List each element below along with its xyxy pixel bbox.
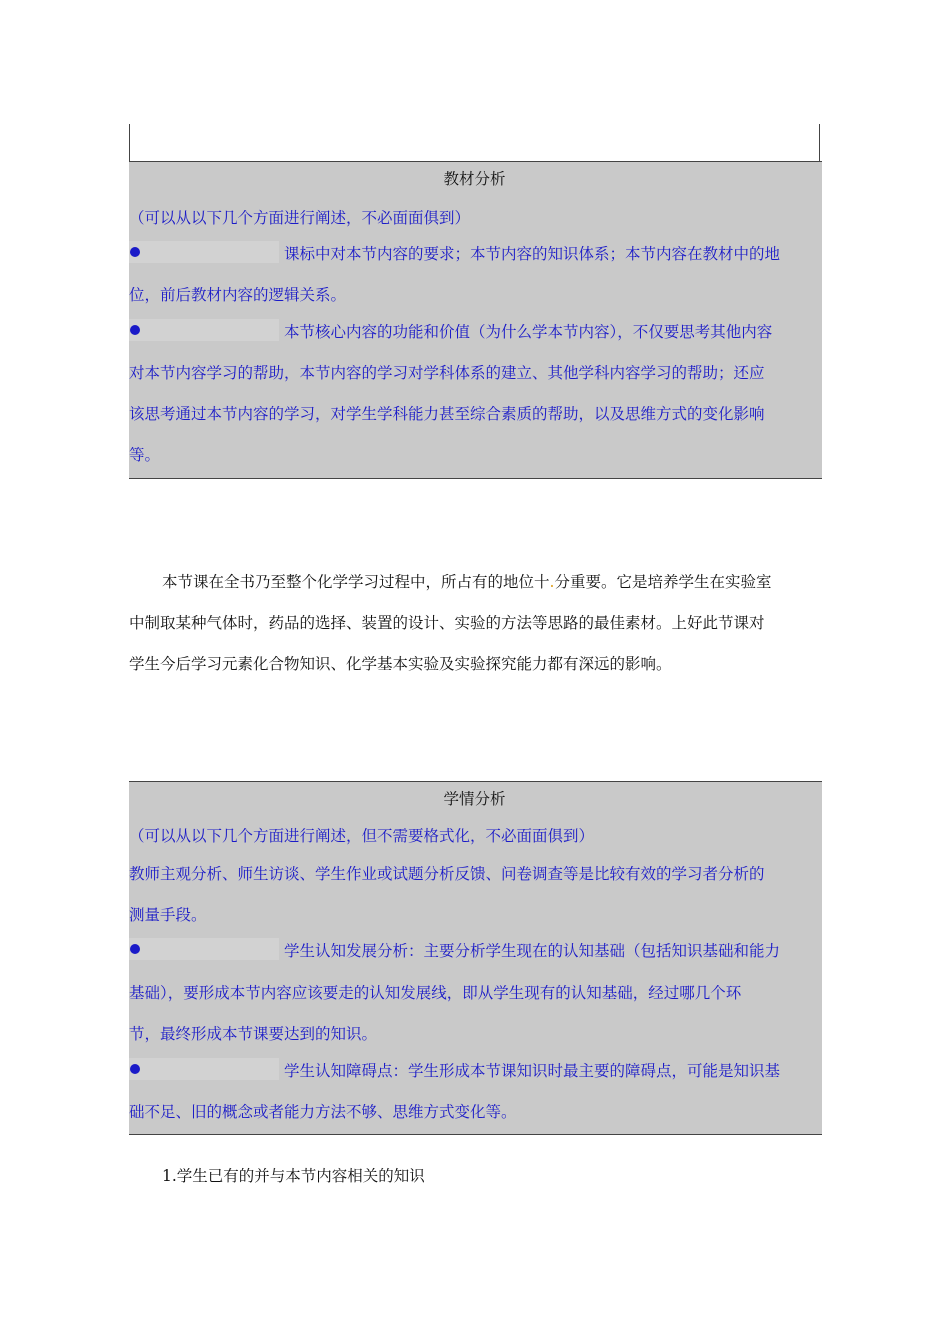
content-text: 本节课在全书乃至整个化学学习过程中，所占有的地位十 (162, 573, 550, 591)
bullet-shade (129, 319, 279, 341)
guidance-text: 础不足、旧的概念或者能力方法不够、思维方式变化等。 (129, 1103, 517, 1121)
guidance-text: 对本节内容学习的帮助，本节内容的学习对学科体系的建立、其他学科内容学习的帮助；还应 (129, 364, 765, 382)
bullet-shade (129, 241, 279, 263)
bullet-icon (130, 325, 140, 335)
content-text: 分重要。它是培养学生在实验室 (554, 573, 772, 591)
textbook-analysis-content (129, 479, 822, 781)
section-title: 教材分析 (443, 170, 506, 188)
content-text: 中制取某种气体时，药品的选择、装置的设计、实验的方法等思路的最佳素材。上好此节课对 (129, 614, 765, 632)
learner-analysis-header (129, 781, 822, 1135)
guidance-text: 位，前后教材内容的逻辑关系。 (129, 286, 347, 304)
guidance-text: 该思考通过本节内容的学习，对学生学科能力甚至综合素质的帮助，以及思维方式的变化影响 (129, 405, 765, 423)
guidance-text: 等。 (129, 446, 161, 464)
guidance-note: （可以从以下几个方面进行阐述，不必面面俱到） (129, 209, 471, 227)
bullet-icon (130, 1064, 140, 1074)
guidance-text: 课标中对本节内容的要求；本节内容的知识体系；本节内容在教材中的地 (284, 245, 781, 263)
content-text: 学生今后学习元素化合物知识、化学基本实验及实验探究能力都有深远的影响。 (129, 655, 672, 673)
bullet-icon (130, 247, 140, 257)
bullet-icon (130, 944, 140, 954)
guidance-text: 教师主观分析、师生访谈、学生作业或试题分析反馈、问卷调查等是比较有效的学习者分析的 (129, 865, 765, 883)
guidance-text: 本节核心内容的功能和价值（为什么学本节内容），不仅要思考其他内容 (284, 323, 773, 341)
guidance-text: 基础），要形成本节内容应该要走的认知发展线，即从学生现有的认知基础，经过哪几个环 (129, 984, 742, 1002)
guidance-text: 节，最终形成本节课要达到的知识。 (129, 1025, 378, 1043)
section-title: 学情分析 (443, 790, 506, 808)
learner-analysis-content (129, 1135, 822, 1210)
bullet-shade (129, 1058, 279, 1080)
bullet-shade (129, 938, 279, 960)
content-item: 1.学生已有的并与本节内容相关的知识 (162, 1167, 425, 1185)
guidance-text: 学生认知障碍点：学生形成本节课知识时最主要的障碍点，可能是知识基 (284, 1062, 781, 1080)
guidance-text: 测量手段。 (129, 906, 207, 924)
content-paragraph (129, 562, 820, 685)
guidance-note: （可以从以下几个方面进行阐述，但不需要格式化，不必面面俱到） (129, 827, 595, 845)
guidance-text: 学生认知发展分析：主要分析学生现在的认知基础（包括知识基础和能力 (284, 942, 781, 960)
highlight-dot: . (549, 573, 555, 591)
textbook-analysis-header (129, 161, 822, 479)
